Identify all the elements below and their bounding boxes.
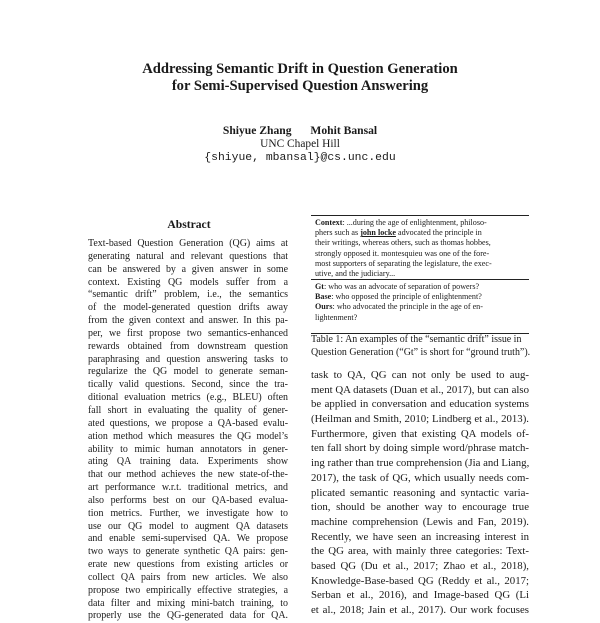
author-affiliation: UNC Chapel Hill	[260, 138, 340, 150]
context-label: Context	[315, 218, 343, 227]
text-line: machine comprehension (Lewis and Fan, 2019).	[311, 515, 529, 528]
caption-line: Table 1: An examples of the “semantic drift” issue in	[311, 334, 522, 345]
text-line: 2017), the task of QG, which usually needs com-	[311, 471, 529, 484]
text-line: that our method achieves the new state-of-the-	[88, 469, 288, 481]
abstract-heading: Abstract	[167, 218, 211, 231]
text-line: generating natural and relevant questions that	[88, 250, 288, 262]
text-line: Knowledge-Base-based QG (Reddy et al., 2017;	[311, 574, 529, 587]
text-line: of the model-generated question drifts away	[88, 302, 288, 314]
author-name: Mohit Bansal	[310, 124, 378, 137]
questions-block	[315, 282, 526, 323]
text-line: Furthermore, given that existing QA models of-	[311, 427, 529, 440]
text-line: and enable semi-supervised QA. We propose	[88, 533, 288, 545]
text-line: ating QA training data. Experiments show	[88, 456, 288, 468]
table-example-box	[311, 215, 529, 334]
ours-label: Ours	[315, 302, 333, 312]
ours-question: lightenment?	[315, 312, 358, 322]
text-line: task to QA, QG can not only be used to aug-	[311, 369, 529, 381]
author-email: {shiyue, mbansal}@cs.unc.edu	[204, 152, 396, 164]
body-text-right	[311, 368, 529, 618]
text-line: the QG area, with mainly three categories: Text-	[311, 545, 529, 558]
text-line: also performs best on our QA-based evalua-	[88, 494, 288, 506]
text-line: ing rather than true comprehension (Jia and Liang,	[311, 457, 530, 470]
text-line: can be answered by a given answer in some	[88, 263, 288, 275]
context-block	[315, 218, 526, 279]
text-line: fall short in evaluating the quality of gener-	[88, 404, 288, 416]
author-list	[0, 124, 600, 137]
gt-label: Gt	[315, 282, 324, 291]
text-line: tion, should be another way to encourage true	[311, 501, 529, 514]
context-text: strongly opposed it. montesquieu was one of the fore-	[315, 248, 490, 258]
text-line: ation method which measures the QG model’s	[88, 430, 288, 442]
ours-question: : who advocated the principle in the age of en-	[332, 302, 483, 312]
context-answer: john locke	[360, 228, 396, 238]
text-line: collect QA pairs from new articles. We also	[88, 571, 288, 583]
text-line: (Heilman and Smith, 2010; Lindberg et al., 2013).	[311, 413, 529, 426]
text-line: Serban et al., 2016), and Image-based QG (Li	[311, 589, 529, 602]
text-line: ditional evaluation metrics (e.g., BLEU) often	[88, 392, 288, 404]
text-line: plicated semantic reasoning and syntactic varia-	[311, 486, 529, 499]
text-line: et al., 2018; Jain et al., 2017). Our work focuses	[311, 604, 529, 616]
abstract-body	[88, 238, 288, 623]
text-line: from the given context and answer. In this pa-	[88, 315, 288, 327]
text-line: propose two empirically effective strategies, a	[88, 584, 288, 596]
paper-title-line-1: Addressing Semantic Drift in Question Generation	[142, 61, 458, 77]
text-line: “semantic drift” problem, i.e., the semantics	[88, 289, 288, 301]
text-line: paraphrasing and question answering tasks to	[88, 353, 288, 365]
text-line: ated questions, we propose a QA-based evalu-	[88, 417, 288, 429]
context-text: their writings, whereas others, such as thomas hobbes,	[315, 238, 491, 248]
author-name: Shiyue Zhang	[222, 124, 292, 137]
text-line: erate new questions from existing articles or	[88, 559, 288, 571]
context-text: most supporters of separating the legislature, the exec-	[315, 258, 492, 268]
context-text: : ...during the age of enlightenment, philoso-	[342, 218, 487, 227]
text-line: Text-based Question Generation (QG) aims at	[88, 238, 288, 249]
text-line: context. Existing QG models suffer from a	[88, 276, 288, 288]
text-line: per, we first propose two semantics-enhanced	[88, 327, 288, 339]
text-line: two ways to generate synthetic QA pairs: gen-	[88, 546, 288, 558]
table-caption	[311, 334, 529, 359]
text-line: data filter and mixing mini-batch training, to	[88, 597, 288, 609]
paper-title-line-2: for Semi-Supervised Question Answering	[171, 78, 429, 94]
text-line: based QG (Du et al., 2017; Zhao et al., 2018),	[311, 559, 529, 572]
text-line: properly use the QG-generated data for QA.	[88, 610, 288, 622]
context-text: advocated the principle in	[395, 228, 482, 238]
context-text: utive, and the judiciary...	[315, 269, 396, 279]
text-line: ment QA datasets (Duan et al., 2017), but can also	[311, 383, 529, 396]
text-line: be applied in conversation and education systems	[311, 398, 529, 411]
text-line: tically valid questions. Second, since the tra-	[88, 379, 288, 391]
text-line: Recently, we have seen an increasing interest in	[311, 530, 529, 543]
text-line: rewards obtained from downstream question	[88, 340, 288, 352]
table-divider	[311, 279, 529, 280]
text-line: ten fall short by doing simple word/phrase match-	[311, 442, 529, 455]
context-text: phers such as	[315, 228, 361, 238]
text-line: art performance w.r.t. traditional metrics, and	[88, 482, 288, 494]
text-line: ability to mimic human annotators in gener-	[88, 443, 288, 455]
text-line: regularize the QG model to generate seman-	[88, 366, 288, 378]
base-label: Base	[315, 292, 332, 302]
text-line: tion metrics. Further, we investigate how to	[88, 507, 288, 519]
gt-question: : who was an advocate of separation of powers?	[324, 282, 480, 291]
text-line: use our QG model to augment QA datasets	[88, 520, 288, 532]
caption-line: Question Generation (“Gt” is short for “ground truth”).	[311, 346, 531, 358]
base-question: : who opposed the principle of enlightenment?	[331, 292, 482, 302]
